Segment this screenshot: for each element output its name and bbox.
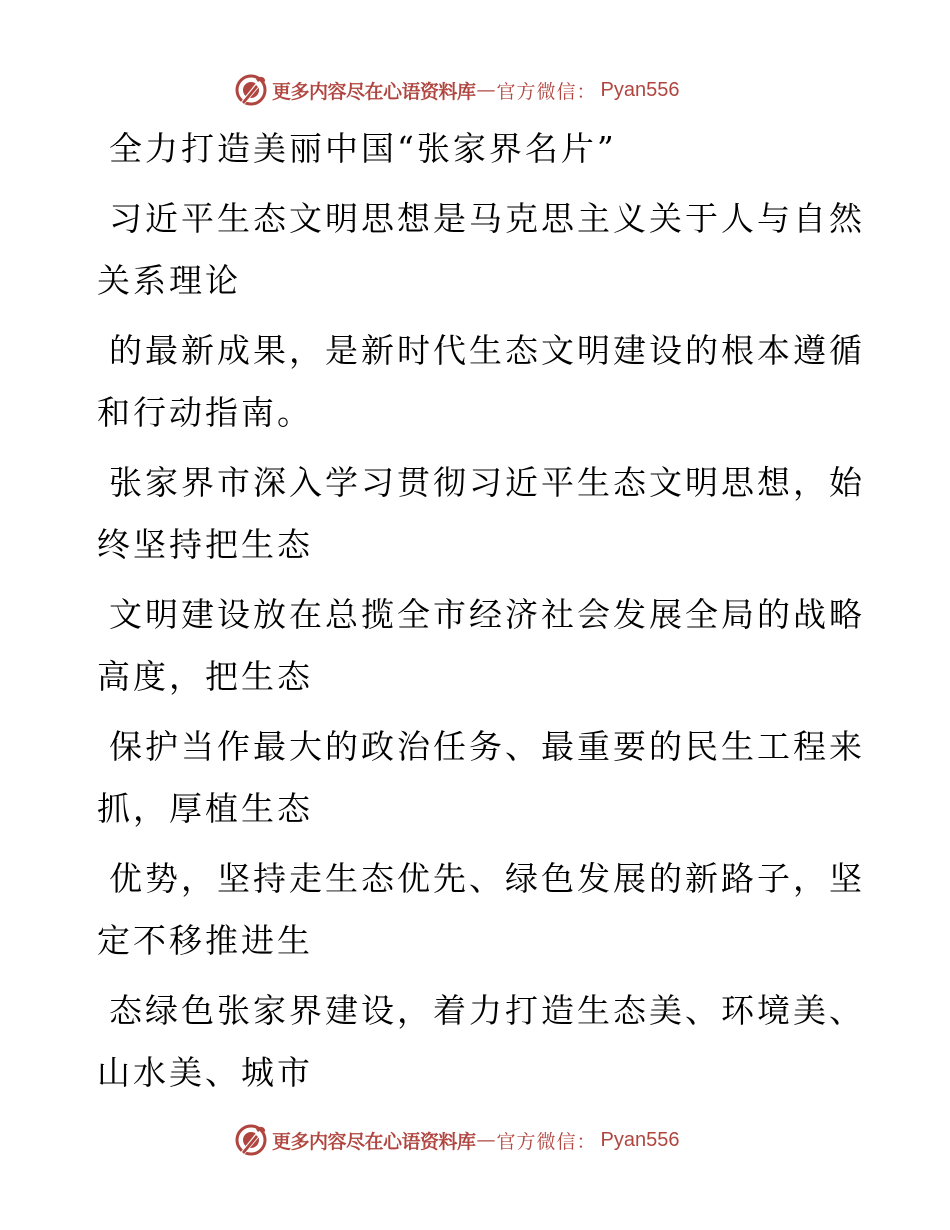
paragraph-line: 张家界市深入学习贯彻习近平生态文明思想，始 xyxy=(109,463,865,502)
footer-banner-dash: — xyxy=(476,1129,496,1151)
document-body xyxy=(97,118,865,1104)
paragraph xyxy=(97,716,865,840)
paragraph-line: 保护当作最大的政治任务、最重要的民生工程来 xyxy=(109,727,865,766)
footer-banner xyxy=(234,1122,680,1158)
paragraph xyxy=(97,452,865,576)
paragraph-line: 和行动指南。 xyxy=(97,393,313,432)
header-wechat-id: Pyan556 xyxy=(600,78,680,101)
paragraph xyxy=(97,584,865,708)
paragraph-line: 定不移推进生 xyxy=(97,921,313,960)
paragraph-line: 高度，把生态 xyxy=(97,657,313,696)
paragraph-line: 文明建设放在总揽全市经济社会发展全局的战略 xyxy=(109,595,865,634)
footer-wechat-label: 官方微信： xyxy=(496,1130,597,1153)
pen-logo-icon xyxy=(234,73,268,107)
paragraph-line: 优势，坚持走生态优先、绿色发展的新路子，坚 xyxy=(109,859,865,898)
paragraph-line: 态绿色张家界建设，着力打造生态美、环境美、 xyxy=(109,991,865,1030)
paragraph xyxy=(97,980,865,1104)
paragraph-line: 抓，厚植生态 xyxy=(97,789,313,828)
footer-banner-text: 更多内容尽在心语资料库 xyxy=(272,1130,476,1153)
paragraph xyxy=(97,188,865,312)
header-banner xyxy=(234,72,680,108)
paragraph-line: 山水美、城市 xyxy=(97,1053,313,1092)
paragraph xyxy=(97,320,865,444)
paragraph-line: 关系理论 xyxy=(97,261,241,300)
header-banner-dash: — xyxy=(476,79,496,101)
header-banner-text: 更多内容尽在心语资料库 xyxy=(272,80,476,103)
paragraph-line: 习近平生态文明思想是马克思主义关于人与自然 xyxy=(109,199,865,238)
header-wechat-label: 官方微信： xyxy=(496,80,597,103)
paragraph xyxy=(97,848,865,972)
paragraph-line: 终坚持把生态 xyxy=(97,525,313,564)
footer-wechat-id: Pyan556 xyxy=(600,1128,680,1151)
pen-logo-icon xyxy=(234,1123,268,1157)
paragraph-line: 的最新成果，是新时代生态文明建设的根本遵循 xyxy=(109,331,865,370)
document-title: 全力打造美丽中国“张家界名片” xyxy=(109,129,617,168)
